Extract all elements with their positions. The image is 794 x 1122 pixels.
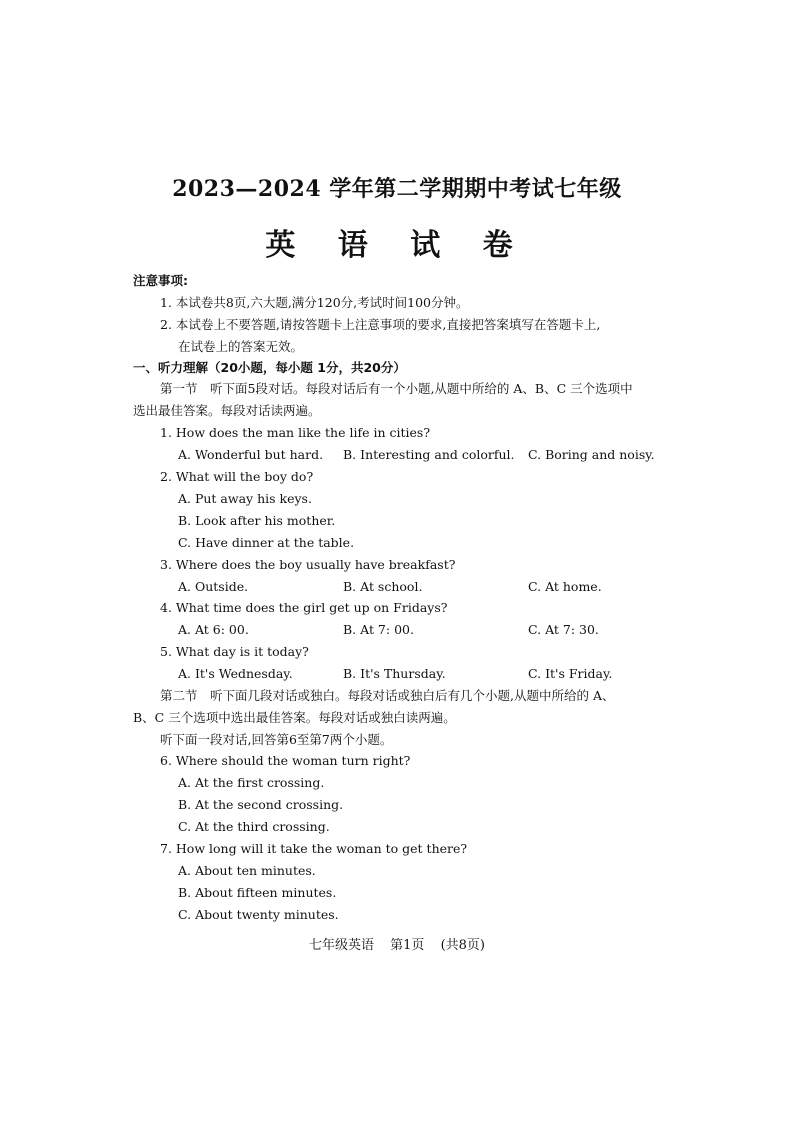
question-2: 2. What will the boy do? [160, 469, 314, 484]
part2-intro-cont: B、C 三个选项中选出最佳答案。每段对话或独白读两遍。 [133, 710, 456, 725]
q1-option-b: B. Interesting and colorful. [343, 447, 515, 462]
q4-option-c: C. At 7: 30. [528, 622, 599, 637]
question-4: 4. What time does the girl get up on Fridays? [160, 600, 448, 615]
q4-option-a: A. At 6: 00. [178, 622, 249, 637]
q6-option-a: A. At the first crossing. [178, 775, 325, 790]
notice-item-1: 1. 本试卷共8页,六大题,满分120分,考试时间100分钟。 [160, 295, 469, 310]
q2-option-a: A. Put away his keys. [178, 491, 312, 506]
notice-heading: 注意事项: [133, 273, 188, 288]
q7-option-a: A. About ten minutes. [178, 863, 316, 878]
q5-option-b: B. It's Thursday. [343, 666, 446, 681]
q2-option-c: C. Have dinner at the table. [178, 535, 355, 550]
footer-total-pages: (共8页) [440, 938, 485, 953]
notice-item-2: 2. 本试卷上不要答题,请按答题卡上注意事项的要求,直接把答案填写在答题卡上, [160, 317, 601, 332]
q2-option-b: B. Look after his mother. [178, 513, 336, 528]
q5-option-c: C. It's Friday. [528, 666, 613, 681]
exam-subtitle: 英 语 试 卷 [265, 228, 529, 263]
q6-option-c: C. At the third crossing. [178, 819, 330, 834]
q3-option-b: B. At school. [343, 579, 423, 594]
question-1: 1. How does the man like the life in cities? [160, 425, 431, 440]
notice-item-2-cont: 在试卷上的答案无效。 [178, 339, 304, 354]
q3-option-c: C. At home. [528, 579, 602, 594]
part1-intro-cont: 选出最佳答案。每段对话读两遍。 [133, 403, 321, 418]
q6-option-b: B. At the second crossing. [178, 797, 344, 812]
question-6: 6. Where should the woman turn right? [160, 753, 411, 768]
q7-option-c: C. About twenty minutes. [178, 907, 339, 922]
q1-option-c: C. Boring and noisy. [528, 447, 655, 462]
q4-option-b: B. At 7: 00. [343, 622, 414, 637]
part2-subintro: 听下面一段对话,回答第6至第7两个小题。 [160, 732, 393, 747]
q1-option-a: A. Wonderful but hard. [178, 447, 324, 462]
question-5: 5. What day is it today? [160, 644, 309, 659]
part1-intro: 第一节 听下面5段对话。每段对话后有一个小题,从题中所给的 A、B、C 三个选项中 [160, 381, 633, 396]
footer-subject: 七年级英语 [309, 938, 375, 953]
page-footer [0, 934, 794, 953]
q3-option-a: A. Outside. [178, 579, 249, 594]
footer-page-number: 第1页 [390, 938, 425, 953]
q5-option-a: A. It's Wednesday. [178, 666, 293, 681]
part2-intro: 第二节 听下面几段对话或独白。每段对话或独白后有几个小题,从题中所给的 A、 [160, 688, 615, 703]
question-3: 3. Where does the boy usually have breakfast? [160, 557, 456, 572]
q7-option-b: B. About fifteen minutes. [178, 885, 337, 900]
question-7: 7. How long will it take the woman to get there? [160, 841, 468, 856]
exam-title: 2023—2024 学年第二学期期中考试七年级 [172, 176, 622, 202]
section-heading: 一、听力理解（20小题，每小题 1分，共20分） [133, 360, 406, 375]
